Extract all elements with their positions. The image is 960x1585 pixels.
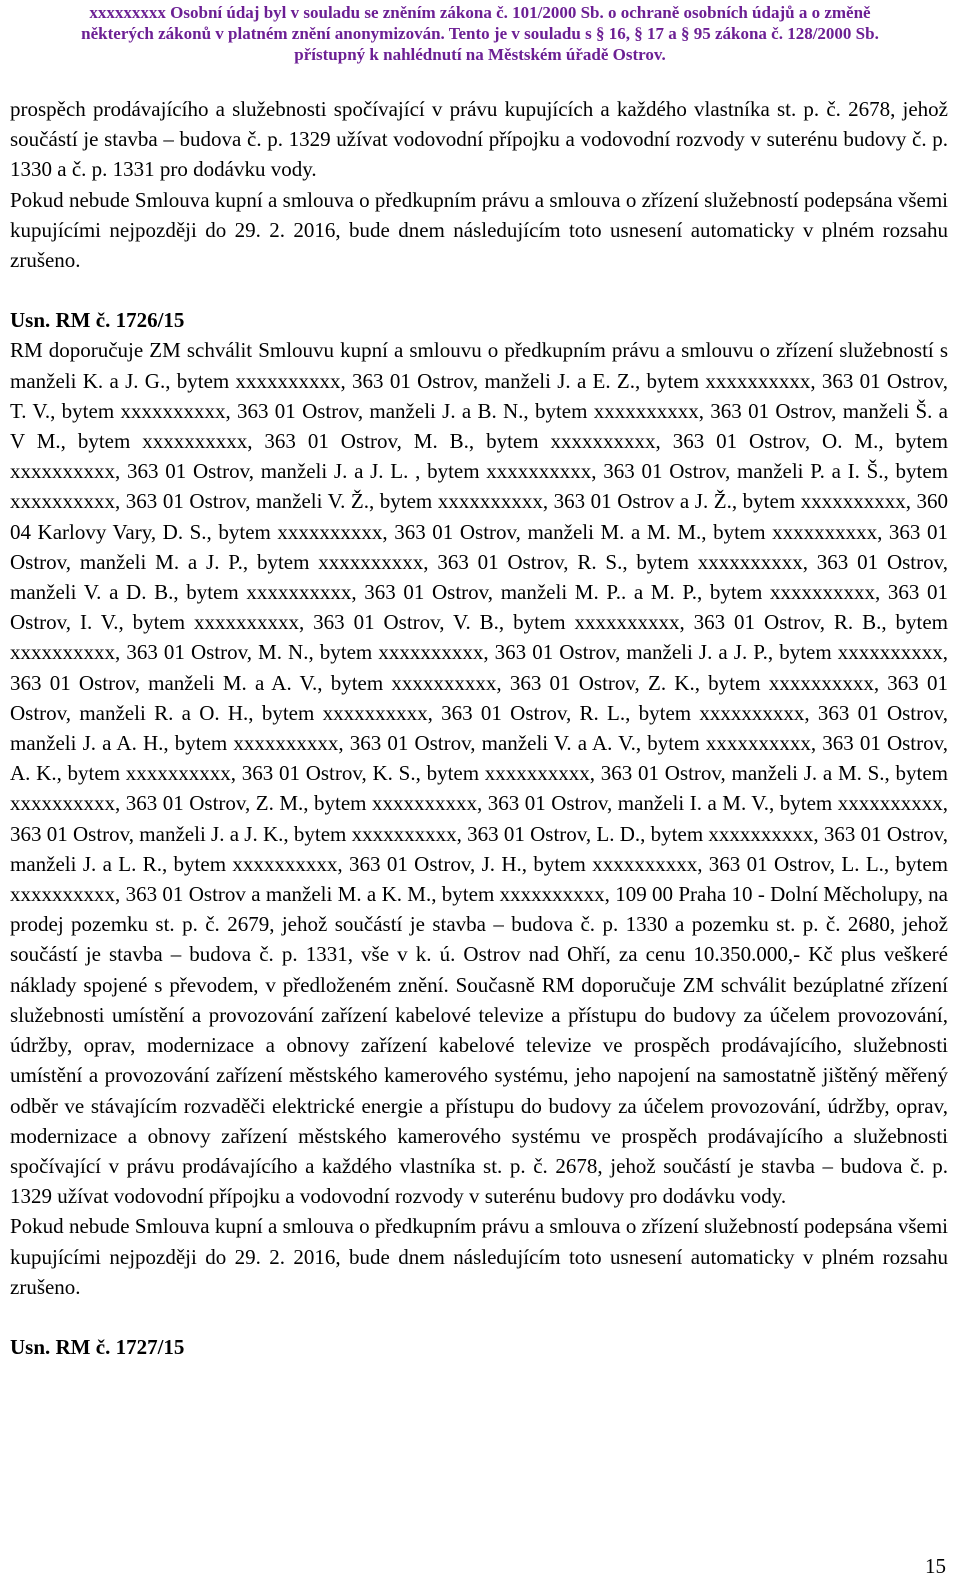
paragraph-cancellation-clause-2: Pokud nebude Smlouva kupní a smlouva o předkupním právu a smlouva o zřízení služebností podepsána všemi kupujícími nejpozději do 29. 2. 2016, bude dnem následujícím toto usnesení automaticky v plném rozsahu zrušeno. bbox=[10, 1214, 948, 1299]
document-body bbox=[10, 94, 948, 1362]
resolution-number-1727: Usn. RM č. 1727/15 bbox=[10, 1334, 185, 1359]
header-line-1: xxxxxxxxx Osobní údaj byl v souladu se zněním zákona č. 101/2000 Sb. o ochraně osobních údajů a o změně bbox=[89, 3, 871, 22]
paragraph-resolution-text: RM doporučuje ZM schválit Smlouvu kupní a smlouvu o předkupním právu a smlouvu o zřízení služebností s manželi K. a J. G., bytem xxxxxxxxxx, 363 01 Ostrov, manželi J. a E. Z., bytem xxxxxxxxxx, 363 01 Ostrov, T. V., bytem xxxxxxxxxx, 363 01 Ostrov, manželi J. a B. N., bytem xxxxxxxxxx, 363 01 Ostrov, manželi Š. a V M., bytem xxxxxxxxxx, 363 01 Ostrov, M. B., bytem xxxxxxxxxx, 363 01 Ostrov, O. M., bytem xxxxxxxxxx, 363 01 Ostrov, manželi J. a J. L. , bytem xxxxxxxxxx, 363 01 Ostrov, manželi P. a I. Š., bytem xxxxxxxxxx, 363 01 Ostrov, manželi V. Ž., bytem xxxxxxxxxx, 363 01 Ostrov a J. Ž., bytem xxxxxxxxxx, 360 04 Karlovy Vary, D. S., bytem xxxxxxxxxx, 363 01 Ostrov, manželi M. a M. M., bytem xxxxxxxxxx, 363 01 Ostrov, manželi M. a J. P., bytem xxxxxxxxxx, 363 01 Ostrov, R. S., bytem xxxxxxxxxx, 363 01 Ostrov, manželi V. a D. B., bytem xxxxxxxxxx, 363 01 Ostrov, manželi M. P.. a M. P., bytem xxxxxxxxxx, 363 01 Ostrov, I. V., bytem xxxxxxxxxx, 363 01 Ostrov, V. B., bytem xxxxxxxxxx, 363 01 Ostrov, R. B., bytem xxxxxxxxxx, 363 01 Ostrov, M. N., bytem xxxxxxxxxx, 363 01 Ostrov, manželi J. a J. P., bytem xxxxxxxxxx, 363 01 Ostrov, manželi M. a A. V., bytem xxxxxxxxxx, 363 01 Ostrov, Z. K., bytem xxxxxxxxxx, 363 01 Ostrov, manželi R. a O. H., bytem xxxxxxxxxx, 363 01 Ostrov, R. L., bytem xxxxxxxxxx, 363 01 Ostrov, manželi J. a A. H., bytem xxxxxxxxxx, 363 01 Ostrov, manželi V. a A. V., bytem xxxxxxxxxx, 363 01 Ostrov, A. K., bytem xxxxxxxxxx, 363 01 Ostrov, K. S., bytem xxxxxxxxxx, 363 01 Ostrov, manželi J. a M. S., bytem xxxxxxxxxx, 363 01 Ostrov, Z. M., bytem xxxxxxxxxx, 363 01 Ostrov, manželi I. a M. V., bytem xxxxxxxxxx, 363 01 Ostrov, manželi J. a J. K., bytem xxxxxxxxxx, 363 01 Ostrov, L. D., bytem xxxxxxxxxx, 363 01 Ostrov, manželi J. a L. R., bytem xxxxxxxxxx, 363 01 Ostrov, J. H., bytem xxxxxxxxxx, 363 01 Ostrov, L. L., bytem xxxxxxxxxx, 363 01 Ostrov a manželi M. a K. M., bytem xxxxxxxxxx, 109 00 Praha 10 - Dolní Měcholupy, na prodej pozemku st. p. č. 2679, jehož součástí je stavba – budova č. p. 1330 a pozemku st. p. č. 2680, jehož součástí je stavba – budova č. p. 1331, vše v k. ú. Ostrov nad Ohří, za cenu 10.350.000,- Kč plus veškeré náklady spojené s převodem, v předloženém znění. Současně RM doporučuje ZM schválit bezúplatné zřízení služebnosti umístění a provozování zařízení kabelové televize a přístupu do budovy za účelem provozování, údržby, oprav, modernizace a obnovy zařízení kabelové televize ve prospěch prodávajícího, služebnosti umístění a provozování zařízení městského kamerového systému, jeho napojení na samostatně jištěný měřený odběr ve stávajícím rozvaděči elektrické energie a přístupu do budovy za účelem provozování, údržby, oprav, modernizace a obnovy zařízení městského kamerového systému ve prospěch prodávajícího a služebnosti spočívající v právu prodávajícího a každého vlastníka st. p. č. 2678, jehož součástí je stavba – budova č. p. 1329 užívat vodovodní přípojku a vodovodní rozvody v suterénu budovy pro dodávku vody. bbox=[10, 338, 948, 1209]
paragraph-gap bbox=[10, 1302, 948, 1332]
page-number: 15 bbox=[925, 1554, 946, 1578]
resolution-number-1726: Usn. RM č. 1726/15 bbox=[10, 308, 185, 333]
header-line-3: přístupný k nahlédnutí na Městském úřadě Ostrov. bbox=[294, 45, 666, 64]
paragraph-cancellation-clause-1: Pokud nebude Smlouva kupní a smlouva o předkupním právu a smlouva o zřízení služebností podepsána všemi kupujícími nejpozději do 29. 2. 2016, bude dnem následujícím toto usnesení automaticky v plném rozsahu zrušeno. bbox=[10, 187, 948, 273]
paragraph-continuation: prospěch prodávajícího a služebnosti spočívající v právu kupujících a každého vlastníka st. p. č. 2678, jehož součástí je stavba – budova č. p. 1329 užívat vodovodní přípojku a vodovodní rozvody v suterénu budovy č. p. 1330 a č. p. 1331 pro dodávku vody. bbox=[10, 97, 948, 182]
anonymization-notice-header bbox=[0, 2, 960, 65]
header-line-2: některých zákonů v platném znění anonymizován. Tento je v souladu s § 16, § 17 a § 95 zákona č. 128/2000 Sb. bbox=[81, 24, 879, 43]
paragraph-gap bbox=[10, 275, 948, 305]
